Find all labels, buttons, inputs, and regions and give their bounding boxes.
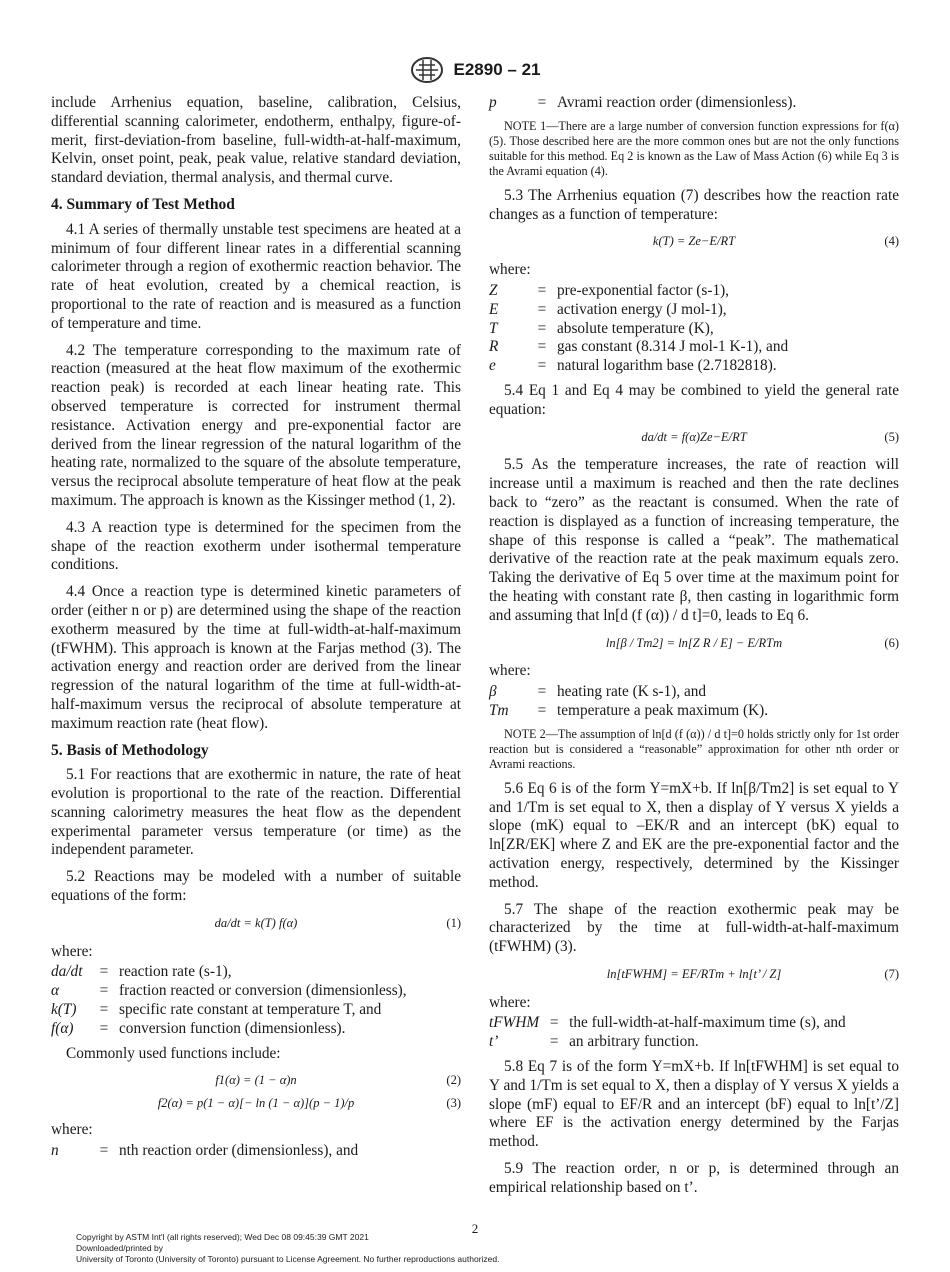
paragraph-5-4: 5.4 Eq 1 and Eq 4 may be combined to yield the general rate equation:	[489, 381, 899, 418]
note-1: NOTE 1—There are a large number of conversion function expressions for f(α) (5). Those described here are the more common ones but are not the only functions suitable for this method. Eq 2 is known as the Law of Mass Action (6) while Eq 3 is the Avrami equation (4).	[489, 118, 899, 178]
footer-line-1: Copyright by ASTM Int'l (all rights reserved); Wed Dec 08 09:45:39 GMT 2021	[76, 1232, 369, 1242]
definition-equals: =	[537, 357, 547, 375]
definition-row	[51, 1142, 358, 1161]
definition-row	[489, 702, 768, 721]
paragraph-5-7: 5.7 The shape of the reaction exothermic peak may be characterized by the time at full-width-at-half-maximum (tFWHM) (3).	[489, 900, 899, 956]
definitions-eq7	[489, 1014, 846, 1052]
definition-symbol: α	[51, 982, 60, 1000]
definition-text: conversion function (dimensionless).	[119, 1019, 346, 1037]
footer-line-3: University of Toronto (University of Toronto) pursuant to License Agreement. No further reproductions authorized.	[76, 1254, 500, 1264]
definition-equals: =	[537, 319, 547, 337]
equation-1-body: da/dt = k(T) f(α)	[214, 915, 298, 930]
equation-1-number: (1)	[446, 915, 461, 930]
definition-symbol: T	[489, 319, 498, 337]
definition-text: fraction reacted or conversion (dimensionless),	[119, 982, 407, 1000]
equation-2-number: (2)	[446, 1073, 461, 1088]
equation-4-body: k(T) = Ze−E/RT	[652, 234, 736, 249]
definition-symbol: n	[51, 1141, 59, 1159]
standard-code: E2890 – 21	[453, 60, 541, 79]
definition-equals: =	[537, 94, 547, 111]
where-label: where:	[489, 261, 531, 279]
definition-symbol: da/dt	[51, 963, 83, 981]
definitions-eq3	[51, 1142, 358, 1161]
definition-symbol: tFWHM	[489, 1014, 540, 1032]
equation-5	[489, 428, 899, 447]
definition-symbol: Z	[489, 281, 498, 299]
definition-row	[489, 94, 796, 113]
equation-3-number: (3)	[446, 1096, 461, 1111]
definition-row	[51, 963, 407, 982]
definition-row	[489, 282, 788, 301]
definition-row	[489, 1033, 846, 1052]
definition-row	[489, 301, 788, 320]
astm-logo-icon	[410, 56, 444, 84]
definition-equals: =	[99, 982, 109, 1000]
definitions-eq1	[51, 963, 407, 1038]
definition-symbol: p	[489, 94, 497, 111]
definition-row	[489, 683, 768, 702]
definition-text: heating rate (K s-1), and	[557, 683, 707, 701]
definition-equals: =	[537, 683, 547, 701]
definition-symbol: R	[489, 338, 499, 356]
definitions-eq3-cont	[489, 94, 796, 113]
definition-symbol: e	[489, 357, 496, 375]
definition-equals: =	[99, 963, 109, 981]
definition-symbol: Tm	[489, 701, 509, 719]
definition-symbol: E	[489, 300, 499, 318]
paragraph-4-1: 4.1 A series of thermally unstable test specimens are heated at a minimum of four different linear rates in a differential scanning calorimeter through a region of exothermic reaction behavior. The rate of heat evolution, created by a chemical reaction, is proportional to the rate of reaction and is measured as a function of temperature and time.	[51, 220, 461, 332]
definition-equals: =	[99, 1019, 109, 1037]
paragraph-4-2: 4.2 The temperature corresponding to the maximum rate of reaction (measured at the heat flow maximum of the exothermic reaction peak) is recorded at each linear heating rate. This observed temperature is corrected for instrument thermal resistance. Activation energy and pre-exponential factor are derived from the linear regression of the natural logarithm of the heating rate, normalized to the square of the absolute temperature, versus the reciprocal absolute temperature of heat flow at the peak maximum. The approach is known as the Kissinger method (1, 2).	[51, 341, 461, 509]
definition-row	[489, 338, 788, 357]
paragraph-5-2: 5.2 Reactions may be modeled with a number of suitable equations of the form:	[51, 868, 461, 905]
where-label: where:	[489, 662, 531, 680]
definition-equals: =	[537, 281, 547, 299]
definition-row	[51, 982, 407, 1001]
left-column	[51, 94, 461, 1167]
definition-equals: =	[549, 1014, 559, 1032]
paragraph-5-8: 5.8 Eq 7 is of the form Y=mX+b. If ln[tFWHM] is set equal to Y and 1/Tm is set equal to X, then a display of Y versus X yields a slope (mF) equal to EF/R and an intercept (bF) equal to ln[t’/Z] where EF is the activation energy determined by the Farjas method.	[489, 1058, 899, 1151]
equation-4-number: (4)	[884, 234, 899, 249]
definition-text: reaction rate (s-1),	[119, 963, 232, 981]
definition-text: an arbitrary function.	[569, 1033, 699, 1051]
note-2: NOTE 2—The assumption of ln[d (f (α)) / d t]=0 holds strictly only for 1st order reaction but is considered a “reasonable” approximation for other nth order or Avrami reactions.	[489, 726, 899, 771]
definition-equals: =	[549, 1033, 559, 1051]
paragraph-5-5: 5.5 As the temperature increases, the rate of reaction will increase until a maximum is reached and then the rate declines back to “zero” as the reactant is consumed. When the rate of reaction is displayed as a function of increasing temperature, the shape of this response is called a “peak”. The mathematical derivative of the reaction rate at the peak maximum equals zero. Taking the derivative of Eq 5 over time at the maximum point for the heating with constant rate β, then casting in logarithmic form and assuming that ln[d (f (α)) / d t]=0, leads to Eq 6.	[489, 456, 899, 624]
definition-equals: =	[537, 338, 547, 356]
equation-7-body: ln[tFWHM] = EF/RTm + ln[t’ / Z]	[606, 966, 782, 981]
paragraph-4-3: 4.3 A reaction type is determined for the specimen from the shape of the reaction exotherm under isothermal temperature conditions.	[51, 518, 461, 574]
definition-row	[489, 1014, 846, 1033]
definition-text: activation energy (J mol-1),	[557, 300, 727, 318]
equation-6-body: ln[β / Tm2] = ln[Z R / E] − E/RTm	[605, 635, 783, 650]
definition-symbol: β	[489, 683, 497, 701]
page-number: 2	[471, 1221, 479, 1236]
definition-text: temperature a peak maximum (K).	[557, 701, 769, 719]
paragraph-5-3: 5.3 The Arrhenius equation (7) describes how the reaction rate changes as a function of temperature:	[489, 186, 899, 223]
equation-6	[489, 634, 899, 653]
definition-text: specific rate constant at temperature T, and	[119, 1001, 382, 1019]
paragraph-5-6: 5.6 Eq 6 is of the form Y=mX+b. If ln[β/Tm2] is set equal to Y and 1/Tm is set equal to X, then a display of Y versus X yields a slope (mK) equal to –EK/R and an intercept (bK) equal to ln[ZR/EK] where Z and EK are the pre-exponential factor and the activation energy, respectively, determined by the Kissinger method.	[489, 779, 899, 891]
paragraph-5-9: 5.9 The reaction order, n or p, is determined through an empirical relationship based on t’.	[489, 1160, 899, 1196]
copyright-footer	[76, 1232, 500, 1265]
definition-text: absolute temperature (K),	[557, 319, 714, 337]
equation-4	[489, 232, 899, 251]
definition-row	[489, 320, 788, 339]
definition-text: Avrami reaction order (dimensionless).	[557, 94, 797, 111]
paragraph-5-1: 5.1 For reactions that are exothermic in nature, the rate of heat evolution is proportional to the rate of the reaction. Differential scanning calorimetry measures the heat flow as the dependent experimental parameter versus temperature (or time) as the independent parameter.	[51, 766, 461, 859]
definition-row	[51, 1020, 407, 1039]
equation-1	[51, 914, 461, 933]
where-label: where:	[489, 993, 531, 1011]
equation-5-number: (5)	[884, 429, 899, 444]
definitions-eq6	[489, 683, 768, 721]
definition-text: gas constant (8.314 J mol-1 K-1), and	[557, 338, 789, 356]
definition-equals: =	[537, 701, 547, 719]
section-heading-5: 5. Basis of Methodology	[51, 741, 209, 759]
paragraph-4-4: 4.4 Once a reaction type is determined kinetic parameters of order (either n or p) are determined using the shape of the reaction exotherm measured by the time at full-width-at-half-maximum (tFWHM). This approach is known at the Farjas method (3). The activation energy and reaction order are derived from the linear regression of the natural logarithm of the time at full-width-at-half-maximum versus the reciprocal of absolute temperature at maximum reaction rate (heat flow).	[51, 583, 461, 732]
equation-2-body: f1(α) = (1 − α)n	[215, 1073, 297, 1088]
definition-symbol: f(α)	[51, 1019, 74, 1037]
right-column	[489, 94, 899, 1206]
definition-equals: =	[99, 1001, 109, 1019]
intro-paragraph: include Arrhenius equation, baseline, calibration, Celsius, differential scanning calorimeter, endotherm, enthalpy, figure-of-merit, first-deviation-from baseline, full-width-at-half-maximum, Kelvin, onset point, peak, peak value, relative standard deviation, standard deviation, thermal analysis, and thermal curve.	[51, 94, 461, 187]
definition-symbol: t’	[489, 1033, 499, 1051]
definition-symbol: k(T)	[51, 1001, 77, 1019]
section-heading-4: 4. Summary of Test Method	[51, 195, 235, 213]
page-header	[0, 56, 950, 84]
common-functions-text: Commonly used functions include:	[66, 1044, 281, 1062]
definition-row	[489, 357, 788, 376]
equation-7-number: (7)	[884, 966, 899, 981]
definition-text: pre-exponential factor (s-1),	[557, 281, 730, 299]
definition-text: natural logarithm base (2.7182818).	[557, 357, 777, 375]
equation-3-body: f2(α) = p(1 − α)[− ln (1 − α)](p − 1)/p	[157, 1096, 355, 1111]
definition-row	[51, 1001, 407, 1020]
equation-7	[489, 965, 899, 984]
where-label: where:	[51, 1121, 93, 1139]
equation-6-number: (6)	[884, 635, 899, 650]
equation-2	[51, 1071, 461, 1090]
definition-equals: =	[99, 1141, 109, 1159]
where-label: where:	[51, 942, 93, 960]
definition-equals: =	[537, 300, 547, 318]
definition-text: nth reaction order (dimensionless), and	[119, 1141, 359, 1159]
definitions-eq4	[489, 282, 788, 376]
equation-3	[51, 1094, 461, 1113]
equation-5-body: da/dt = f(α)Ze−E/RT	[641, 429, 747, 444]
definition-text: the full-width-at-half-maximum time (s), and	[569, 1014, 846, 1032]
footer-line-2: Downloaded/printed by	[76, 1243, 163, 1253]
